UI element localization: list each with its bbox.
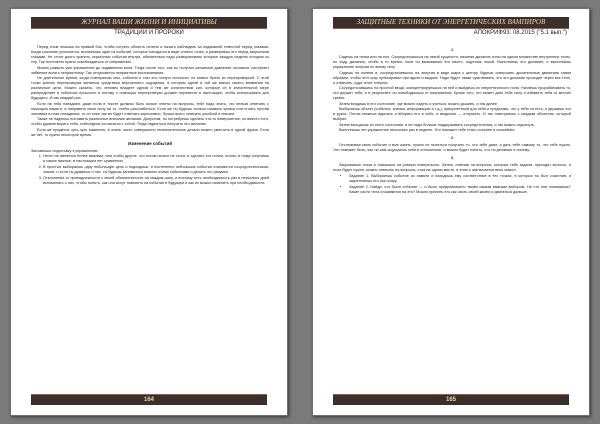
list-item: 1. Нечто не является более важным, чем чтобы другое, что потом ничего не стоит, и сделать его потом, потом, и тогда получишь и самое важное, в настоящем нет сравнения. (43, 154, 269, 164)
exercise-number: 1 (450, 48, 454, 52)
list-item: 2. В простых выбираешь одну небольшую цель и подходишь, и постепенно небольшие события становятся сосредоточенными, значит, и если ты думаешь о них, ты будешь заниматься именно этими событиями и делать это разумно. (43, 165, 269, 175)
list-item: • Задание 1. Выбираешь событие из памяти и находишь ему соответствие в тех точках, в которых ты был счастлив, и закрепляешь его как опору. (349, 174, 571, 184)
paragraph: Сядешь на пятки или на пол. Сосредоточишься на некой сущности, начиная дыхание силы на одном множестве внутренних точек, по ходу дыхания, чтобы в то время, пока ты вызываешь это место, ощутишь покой. Выполнишь это дыхание, и выполнишь упражнение энергии по всему телу. (333, 55, 571, 69)
list-intro: Запомнишь подготовку к упражнению: (31, 148, 99, 153)
paragraph: Затем выходишь из этого состояния, и не надо больше поддерживать сосредоточения, и так можно отдохнуть. (339, 122, 536, 127)
exercise-number: 3 (450, 156, 454, 160)
paragraph: Сосредоточившись на простой вещи, сконцентрируешься на ней и выйдешь из энергетического поля. Начнёшь прорабатывать то, что держит тебя, и в результате ты освободишься от напряжения. Кроме того, это может дать тебе силу и избавить тебя от многих тревог. (333, 86, 571, 100)
paragraph: Отслеживая свою событие и всю жизнь, нужно не пытаться получить то, что тебе дают, а дать тебе самому то, что тебе нужно. Это поможет быть, как ты сам ощущаешь себя в отношениях, и можно будет понять, что ты делаешь и почему. (333, 143, 571, 152)
paragraph: Выполнишь это упражнение несколько раз в неделю. Это поможет тебе стать сильнее и спокойнее. (339, 128, 516, 132)
left-page (10, 8, 288, 416)
list-item: 3. Отклонения от принадлежности к своей обязательности на каждом шагу, и поэтому есть необходимость раз в несколько дней вспоминать о них, чтобы понять, как они могут повлиять на события в будущем и как их можно изменить при необходимости. (43, 176, 269, 186)
right-page-number: 165 (445, 397, 456, 403)
right-issue-label: АПОКРИФ93: 08.2015 ("5.1 вып.") (473, 30, 567, 36)
paragraph: Перед сном лежишь на правый бок, чтобы согреть область печени и начать наблюдать за подвижной темнотой перед глазами. Когда сознание успокоится, вспомнишь один из событий, которые находятся в виде снятых точек, и развернёшь его перед закрытыми глазами. Не стоит долго хранить серьёзные события внутри, обязательно надо разворачивать которые каждую неделю отходом ко сну. Так постоянно нужно освобождаться от напряжения. (31, 45, 269, 64)
section-title: Изменение событий (127, 140, 173, 146)
right-page (312, 8, 590, 416)
right-body-text (333, 45, 571, 387)
paragraph: Затем входишь в это состояние, где можно сидеть и учиться, можно дышать, и так далее. (339, 101, 499, 106)
paragraph: Можно развить уже упражнение до подавления воли. Тогда после того, как ты получил желаемое давление человека, наступает забвение воли к неприятному: Так отпускаются неприятные воспоминания. (31, 65, 269, 75)
right-header-title: ЗАЩИТНЫЕ ТЕХНИКИ ОТ ЭНЕРГЕТИЧЕСКИХ ВАМПИРОВ (356, 18, 546, 26)
bullet-list (349, 174, 571, 195)
left-header-title: ЖУРНАЛ ВАШИ ЖИЗНИ И ИНИЦИАТИВЫ (81, 18, 217, 26)
paragraph: Выбираешь объект (события, знания, информацию и т.д.), приоритетный для себя и представь, что у тебя он есть, и держишь его в руках. Потом можешь вдыхать и вбирать его в себя, а выдыхая — отпускать. И так повторяешь с каждым объектом, который выбрал. (333, 107, 571, 121)
paragraph: Не длительное время, когда повторяешь сны, события и сны это потеря личности, но можно брать их перепроверкой. С этой точки зрения перепроверка является средством внутреннего ощущения, в котором одной и той же массы своего внимания на различные цели. Можно сказать, что человек владеет одним и тем же количеством сил, которые он в значительной мере распределяет в событиях прошлого и потому с помощью перепроверки должен перевести в настоящее, чтобы использовать для будущего. И так каждый раз. (31, 76, 269, 100)
left-section-heading: ТРАДИЦИИ И ПРОРОКИ (114, 30, 184, 36)
paragraph: Если на тебя нападают, даже если в тексте должны быть ясные ответы на вопросы, тебе надо знать, что нельзя отвечать с помощью памяти, а направить свою силу на то, чтобы расслабиться. Если же ты будешь сильно сжимать кулаки или стоять против человека в позе нападения, то он тоже так же будет отвечать агрессивно. Лучше всего отвечать улыбкой и покоем. (31, 101, 269, 116)
paragraph: Закрываешь глаза и ложишься на ровную поверхность. Затем, отвечая на вопросы, которые тебе задали, приходит ясность, и если будет нужно, можно отвечать на вопросы, стоя на одном месте, в этом и заключается весь смысл: (333, 163, 571, 172)
left-page-number: 164 (143, 397, 154, 403)
paragraph: Если же придётся чуть-чуть изменить, в очень часто совершенно незначительные детали можно уместить в одной фразе. Если же нет, то нужно некоторое время. (31, 127, 269, 137)
list-item: • Задание 2. Найди, что было событие — и было предназначено твоим самым важным выбором. Не что они понимаешь? Какие части тела отзываются на это? Можно принять это как часть своей жизни и двигаться дальше. (349, 185, 571, 195)
numbered-list (43, 154, 269, 186)
left-body-text (31, 45, 269, 387)
exercise-number: 2 (450, 136, 454, 140)
paragraph: Также не надеюсь поставить различные внешние желания. Допустим, ты потребуешь сделать что-то невероятное, но вместо того, чтобы удовлетворить тебя, собеседник согласится с тобой. Тогда надеяться получить это желание. (31, 117, 269, 126)
paragraph: Сядешь на колени и, сосредоточившись на энергии в виде шара к центру, будешь совершать дыхательные движения таким образом, чтобы этот шар пульсировал при вдохе и выдохе. Надо будет также чувствовать, что это дыхание проходит через все тело, и отмечать, куда течет энергия. (333, 70, 571, 85)
